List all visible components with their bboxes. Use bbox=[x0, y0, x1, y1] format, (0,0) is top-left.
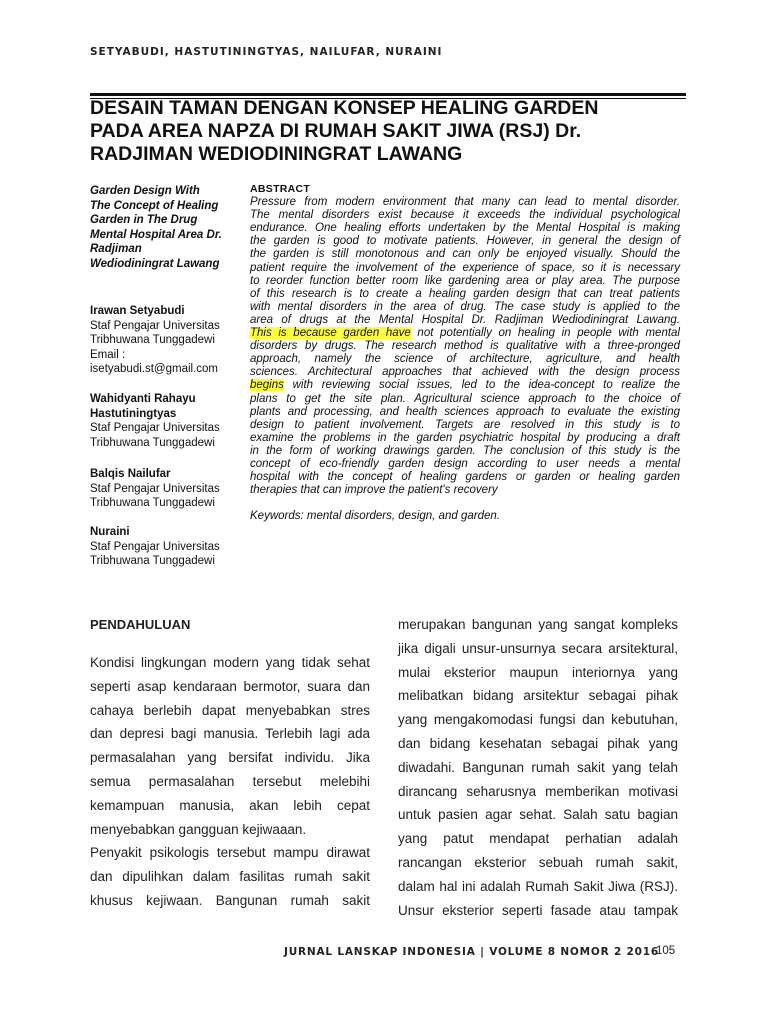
english-title bbox=[90, 184, 250, 271]
abstract-line bbox=[250, 379, 680, 392]
author-affiliation: Staf Pengajar Universitas bbox=[90, 540, 220, 553]
body-line: Unsur eksterior seperti fasade atau tampak bbox=[398, 902, 678, 918]
body-column-left bbox=[90, 613, 370, 913]
english-title-line: The Concept of Healing bbox=[90, 199, 219, 212]
body-line: mulai eksterior maupun interiornya yang bbox=[398, 664, 678, 680]
page-number: 105 bbox=[656, 945, 676, 957]
abstract-line: endurance. One healing efforts undertaken by the Mental Hospital is making bbox=[250, 222, 680, 235]
abstract-line: area of drugs at the Mental Hospital Dr. Radjiman Wediodiningrat Lawang. bbox=[250, 313, 680, 326]
author-affiliation: Staf Pengajar Universitas bbox=[90, 319, 220, 332]
abstract-line: design to patient involvement. Targets are resolved in this study is to bbox=[250, 418, 680, 431]
english-title-line: Wediodiningrat Lawang bbox=[90, 257, 220, 270]
highlighted-text: begins bbox=[250, 379, 284, 392]
abstract-line: in the form of working drawings garden. The conclusion of this study is the bbox=[250, 444, 680, 457]
abstract-line: sciences. Architectural approaches that achieved with the design process bbox=[250, 366, 680, 379]
title-line: DESAIN TAMAN DENGAN KONSEP HEALING GARDEN bbox=[90, 97, 599, 119]
english-title-line: Radjiman bbox=[90, 243, 142, 255]
author-name: Nuraini bbox=[90, 526, 130, 538]
abstract-line: the garden is still monotonous and can only be enjoyed visually. Should the bbox=[250, 248, 680, 261]
body-line: dan dipulihkan dalam fasilitas rumah sakit bbox=[90, 869, 370, 885]
abstract-text: with reviewing social issues, led to the idea-concept to realize the bbox=[283, 379, 680, 392]
abstract-line: disorders by drugs. The research method is qualitative with a three-pronged bbox=[250, 340, 680, 353]
english-title-line: Mental Hospital Area Dr. bbox=[90, 228, 222, 241]
body-line: merupakan bangunan yang sangat kompleks bbox=[398, 617, 678, 632]
highlighted-text: This is because garden have bbox=[250, 327, 411, 340]
body-line: menyebabkan gangguan kejiwaaan. bbox=[90, 821, 307, 837]
running-head: SETYABUDI, HASTUTININGTYAS, NAILUFAR, NURAINI bbox=[90, 46, 443, 58]
abstract-line: to reorder function better room like gardening area or play area. The purpose bbox=[250, 274, 680, 287]
title-rule-thick bbox=[90, 93, 686, 96]
abstract-line: plants and processing, and health sciences approach to evaluate the existing bbox=[250, 405, 680, 418]
body-line: Kondisi lingkungan modern yang tidak sehat bbox=[90, 655, 370, 670]
keywords: Keywords: mental disorders, design, and garden. bbox=[250, 510, 500, 523]
body-line: yang mengakomodasi fungsi dan kebutuhan, bbox=[398, 712, 678, 728]
abstract-line: hospital with the concept of healing gardens or garden or healing garden bbox=[250, 471, 680, 484]
journal-footer: JURNAL LANSKAP INDONESIA | VOLUME 8 NOMOR 2 2016 bbox=[284, 946, 659, 958]
abstract-line: approach, namely the science of architecture, agriculture, and health bbox=[250, 353, 680, 366]
author-name: Balqis Nailufar bbox=[90, 468, 171, 480]
body-line: diwadahi. Bangunan rumah sakit yang telah bbox=[398, 759, 678, 775]
abstract-line: the garden is good to motivate patients. However, in general the design of bbox=[250, 235, 680, 248]
abstract-line: patient require the involvement of the experience of space, so it is necessary bbox=[250, 261, 680, 274]
abstract-line: concept of eco-friendly garden design according to user needs a mental bbox=[250, 457, 680, 470]
author-affiliation: Tribhuwana Tunggadewi bbox=[90, 436, 215, 449]
abstract-line: Pressure from modern environment that many can lead to mental disorder. bbox=[250, 196, 680, 209]
author-affiliation: Staf Pengajar Universitas bbox=[90, 482, 220, 495]
body-line: khusus kejiwaan. Bangunan rumah sakit bbox=[90, 892, 370, 908]
body-line: jika digali unsur-unsurnya secara arsitektural, bbox=[398, 640, 678, 656]
abstract-line: examine the problems in the garden psychiatric hospital by producing a draft bbox=[250, 431, 680, 444]
body-line: Penyakit psikologis tersebut mampu dirawat bbox=[90, 845, 370, 861]
article-title bbox=[90, 97, 690, 166]
abstract-line: therapies that can improve the patient's recovery bbox=[250, 484, 498, 497]
body-line: semua permasalahan tersebut melebihi bbox=[90, 773, 370, 789]
sidebar bbox=[90, 184, 250, 567]
body-line: permasalahan yang bersifat individu. Jika bbox=[90, 750, 370, 766]
body-line: dalam hal ini adalah Rumah Sakit Jiwa (RSJ). bbox=[398, 878, 678, 894]
abstract-line: with mental disorders in the area of drug. The case study is applied to the bbox=[250, 300, 680, 313]
author-block bbox=[90, 304, 260, 377]
body-line: dan depresi bagi manusia. Terlebih lagi ada bbox=[90, 726, 370, 742]
abstract-line bbox=[250, 327, 680, 340]
abstract-text: not potentially on healing in people with mental bbox=[410, 327, 680, 340]
author-block bbox=[90, 392, 260, 450]
body-column-right bbox=[398, 613, 678, 922]
body-line: kemampuan manusia, akan lebih cepat bbox=[90, 797, 370, 813]
body-line: cahaya berlebih dapat menyebabkan stres bbox=[90, 702, 370, 718]
english-title-line: Garden in The Drug bbox=[90, 214, 198, 226]
title-line: RADJIMAN WEDIODININGRAT LAWANG bbox=[90, 143, 463, 165]
abstract-heading: ABSTRACT bbox=[250, 183, 311, 195]
body-line: seperti asap kendaraan bermotor, suara dan bbox=[90, 678, 370, 694]
section-heading: PENDAHULUAN bbox=[90, 617, 191, 632]
body-line: untuk pasien agar sehat. Salah satu bagian bbox=[398, 807, 678, 823]
author-email: isetyabudi.st@gmail.com bbox=[90, 363, 218, 375]
author-email-label: Email : bbox=[90, 348, 126, 361]
body-line: melibatkan bidang arsitektur sebagai pihak bbox=[398, 688, 678, 704]
abstract bbox=[250, 183, 680, 523]
abstract-line: The mental disorders exist because it exceeds the individual psychological bbox=[250, 209, 680, 222]
abstract-line: of this research is to create a healing garden design that can treat patients bbox=[250, 287, 680, 300]
body-line: rancangan eksterior sebuah rumah sakit, bbox=[398, 854, 678, 870]
body-line: yang patut mendapat perhatian adalah bbox=[398, 831, 678, 847]
abstract-line: plans to get the site plan. Agricultural science approach to the choice of bbox=[250, 392, 680, 405]
author-block bbox=[90, 525, 260, 569]
author-name-cont: Hastutiningtyas bbox=[90, 407, 177, 420]
author-affiliation: Staf Pengajar Universitas bbox=[90, 422, 220, 434]
author-affiliation: Tribhuwana Tunggadewi bbox=[90, 334, 215, 346]
author-name: Irawan Setyabudi bbox=[90, 305, 185, 317]
author-affiliation: Tribhuwana Tunggadewi bbox=[90, 497, 215, 509]
body-line: dan bidang kesehatan sebagai pihak yang bbox=[398, 735, 678, 751]
author-block bbox=[90, 467, 260, 511]
author-name: Wahidyanti Rahayu bbox=[90, 393, 196, 405]
abstract-body bbox=[250, 196, 680, 497]
author-affiliation: Tribhuwana Tunggadewi bbox=[90, 555, 215, 567]
title-line: PADA AREA NAPZA DI RUMAH SAKIT JIWA (RSJ) Dr. bbox=[90, 120, 582, 142]
english-title-line: Garden Design With bbox=[90, 185, 200, 197]
body-line: dirancang seharusnya memberikan motivasi bbox=[398, 783, 678, 799]
